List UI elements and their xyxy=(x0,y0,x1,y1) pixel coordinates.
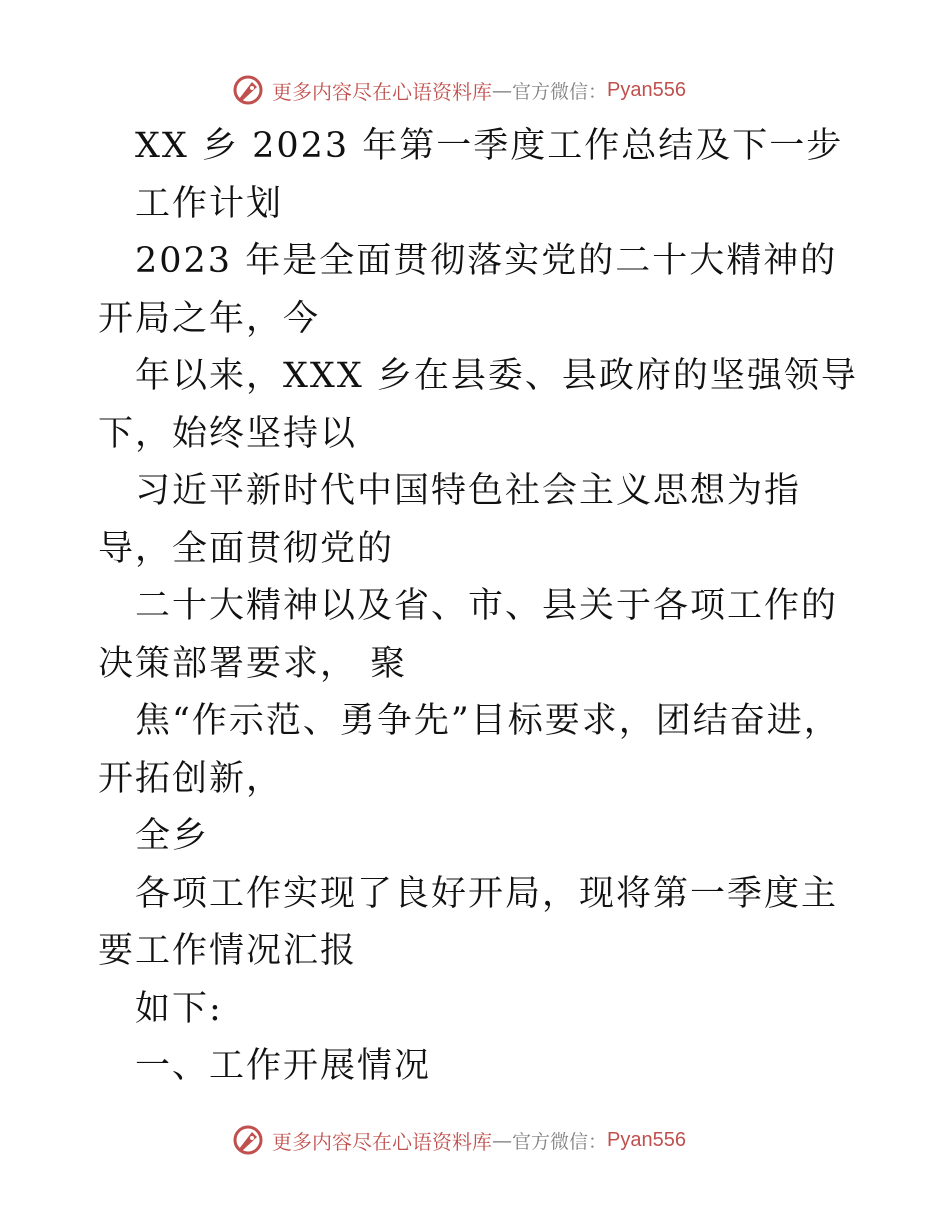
watermark-side-id: Pyan556 xyxy=(607,1128,686,1151)
pen-nib-circle-icon xyxy=(230,72,266,108)
paragraph-line: 习近平新时代中国特色社会主义思想为指导，全面贯彻党的 xyxy=(98,471,802,569)
watermark-side-text: 官方微信： xyxy=(512,1130,608,1153)
document-body xyxy=(98,118,858,1096)
paragraph-line: 焦“作示范、勇争先”目标要求，团结奋进，开拓创新， xyxy=(98,701,841,799)
paragraph-line: 年以来，XXX 乡在县委、县政府的坚强领导下，始终坚持以 xyxy=(98,356,858,454)
watermark-dash: — xyxy=(492,1128,512,1152)
paragraph-line: 如下: xyxy=(135,988,223,1029)
title-line-1: XX 乡 2023 年第一季度工作总结及下一步 xyxy=(135,126,844,166)
paragraph-line: 各项工作实现了良好开局，现将第一季度主要工作情况汇报 xyxy=(98,873,839,971)
header-watermark xyxy=(230,70,720,110)
watermark-side-text: 官方微信： xyxy=(512,80,608,103)
watermark-side-id: Pyan556 xyxy=(607,78,686,101)
paragraph-line: 二十大精神以及省、市、县关于各项工作的决策部署要求， 聚 xyxy=(98,586,839,684)
title-line-2: 工作计划 xyxy=(135,183,284,224)
watermark-main-text: 更多内容尽在心语资料库 xyxy=(272,79,492,104)
paragraph-line: 全乡 xyxy=(135,816,210,856)
section-heading: 一、工作开展情况 xyxy=(135,1046,432,1086)
watermark-main-text: 更多内容尽在心语资料库 xyxy=(272,1129,492,1154)
pen-nib-circle-icon xyxy=(230,1122,266,1158)
paragraph-line: 2023 年是全面贯彻落实党的二十大精神的开局之年，今 xyxy=(98,241,838,339)
watermark-dash: — xyxy=(492,78,512,102)
footer-watermark xyxy=(230,1120,720,1160)
